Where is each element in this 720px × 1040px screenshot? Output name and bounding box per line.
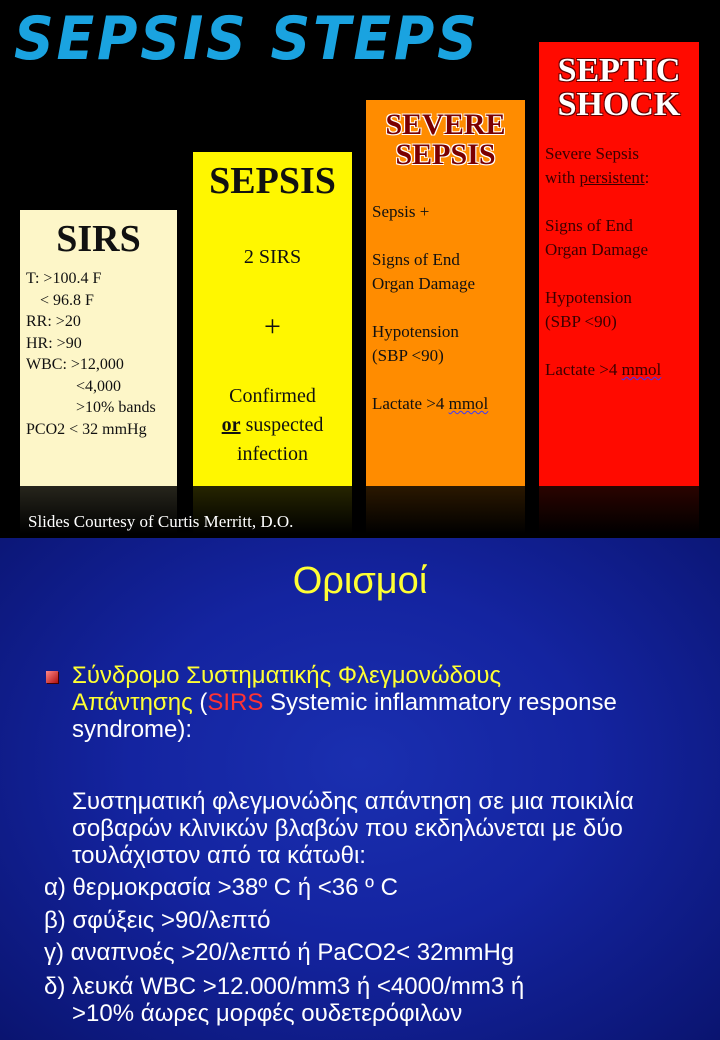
sirs-line: < 96.8 F bbox=[40, 291, 94, 309]
severe-line: Organ Damage bbox=[372, 274, 476, 293]
shock-line: Hypotension bbox=[545, 288, 632, 307]
definitions-slide bbox=[0, 538, 720, 1040]
sirs-line: HR: >90 bbox=[26, 334, 82, 352]
criterion-heart-rate: β) σφύξεις >90/λεπτό bbox=[44, 907, 271, 934]
sirs-abbrev: SIRS bbox=[207, 689, 264, 716]
sepsis-or: or bbox=[221, 414, 241, 436]
sirs-greek-name-2: Απάντησης bbox=[72, 689, 193, 716]
shock-line: Organ Damage bbox=[545, 240, 649, 259]
severe-sepsis-heading bbox=[366, 110, 525, 170]
slide-title: SEPSIS STEPS bbox=[14, 4, 480, 74]
sepsis-heading: SEPSIS bbox=[209, 160, 336, 202]
shock-heading-line2: SHOCK bbox=[557, 86, 681, 123]
step-severe-sepsis bbox=[366, 100, 525, 486]
criterion-wbc-continued: >10% άωρες μορφές ουδετερόφιλων bbox=[72, 1000, 463, 1027]
criterion-wbc: δ) λευκά WBC >12.000/mm3 ή <4000/mm3 ή bbox=[44, 973, 525, 1000]
severe-lactate: Lactate >4 bbox=[372, 394, 449, 413]
step-sepsis bbox=[193, 152, 352, 486]
shock-lactate-line bbox=[545, 358, 661, 382]
shock-lactate-unit: mmol bbox=[621, 360, 662, 379]
severe-line: Signs of End bbox=[372, 250, 460, 269]
severe-heading-line1: SEVERE bbox=[385, 108, 506, 141]
step-sirs bbox=[20, 210, 177, 486]
paren-open: ( bbox=[192, 689, 208, 716]
sirs-line: T: >100.4 F bbox=[26, 270, 102, 287]
criterion-temperature: α) θερμοκρασία >38º C ή <36 º C bbox=[44, 874, 398, 901]
severe-heading-line2: SEPSIS bbox=[395, 138, 496, 171]
shock-lactate: Lactate >4 bbox=[545, 360, 622, 379]
sirs-line: >10% bands bbox=[76, 399, 156, 416]
shock-heading-line1: SEPTIC bbox=[557, 52, 681, 89]
slide-credit: Slides Courtesy of Curtis Merritt, D.O. bbox=[28, 512, 294, 531]
septic-shock-heading bbox=[539, 54, 699, 122]
severe-lactate-unit: mmol bbox=[448, 394, 489, 413]
severe-sepsis-criteria bbox=[372, 200, 488, 416]
severe-line: Hypotension bbox=[372, 322, 459, 341]
sepsis-2-sirs: 2 SIRS bbox=[243, 246, 302, 268]
sirs-criteria-list bbox=[26, 268, 156, 440]
sepsis-infection: infection bbox=[236, 443, 309, 465]
shock-with: with bbox=[545, 168, 580, 187]
sirs-line: WBC: >12,000 bbox=[26, 356, 124, 373]
sirs-line: PCO2 < 32 mmHg bbox=[26, 420, 147, 438]
definitions-title: Ορισμοί bbox=[292, 560, 428, 602]
sirs-heading: SIRS bbox=[56, 218, 141, 260]
sirs-description: Συστηματική φλεγμονώδης απάντηση σε μια ποικιλία σοβαρών κλινικών βλαβών που εκδηλώνεται με δύο τουλάχιστον από τα κάτωθι: bbox=[72, 788, 634, 869]
shock-persistent-line bbox=[545, 166, 661, 190]
septic-shock-criteria bbox=[545, 142, 661, 382]
sirs-english-name: Systemic inflammatory response syndrome): bbox=[72, 689, 617, 743]
bullet-square-icon bbox=[46, 671, 58, 683]
sirs-definition-paragraph bbox=[72, 662, 672, 743]
shock-colon: : bbox=[644, 168, 650, 187]
shock-line: Signs of End bbox=[545, 216, 633, 235]
sirs-line: RR: >20 bbox=[26, 313, 81, 330]
sepsis-suspected: suspected bbox=[245, 414, 324, 436]
sepsis-plus: + bbox=[264, 310, 281, 343]
sepsis-infection-text bbox=[193, 382, 352, 469]
severe-lactate-line bbox=[372, 392, 488, 416]
severe-line: (SBP <90) bbox=[372, 346, 444, 365]
sepsis-confirmed: Confirmed bbox=[229, 385, 316, 407]
sepsis-suspected-line bbox=[193, 411, 352, 440]
shock-reflection bbox=[539, 486, 699, 534]
shock-line: (SBP <90) bbox=[545, 312, 617, 331]
step-septic-shock bbox=[539, 42, 699, 486]
sirs-line: <4,000 bbox=[76, 377, 122, 395]
criterion-respiration: γ) αναπνοές >20/λεπτό ή PaCO2< 32mmHg bbox=[44, 939, 515, 966]
shock-line: Severe Sepsis bbox=[545, 144, 639, 163]
severe-reflection bbox=[366, 486, 525, 534]
shock-persistent: persistent bbox=[579, 168, 645, 187]
severe-line: Sepsis + bbox=[372, 202, 430, 221]
sirs-greek-name: Σύνδρομο Συστηματικής Φλεγμονώδους bbox=[72, 662, 502, 689]
